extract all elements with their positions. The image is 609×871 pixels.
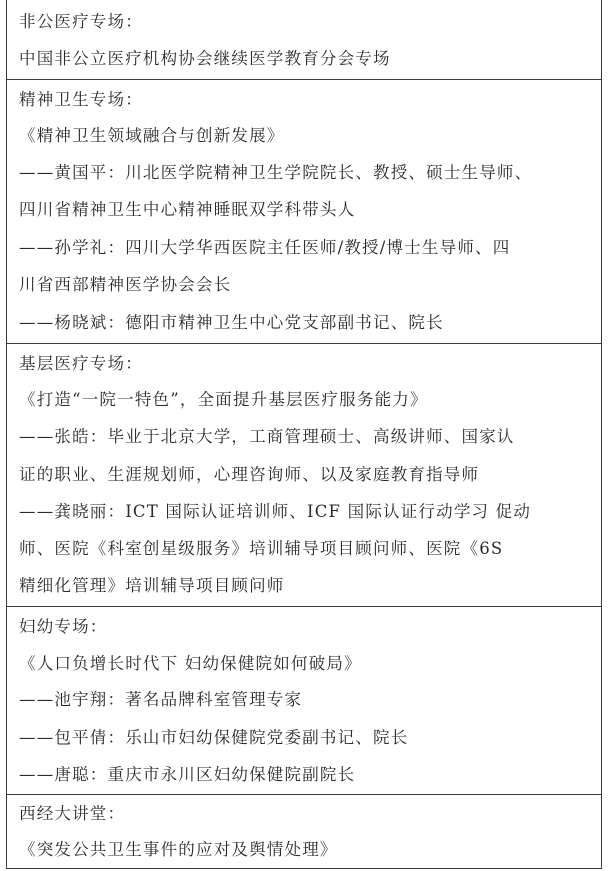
section-line: ——龚晓丽：ICT 国际认证培训师、ICF 国际认证行动学习 促动 — [19, 502, 532, 521]
section-line: ——包平倩：乐山市妇幼保健院党委副书记、院长 — [19, 728, 409, 747]
section-line: ——杨晓斌：德阳市精神卫生中心党支部副书记、院长 — [19, 313, 444, 332]
section-xijing-lecture — [7, 794, 601, 869]
section-line: ——池宇翔：著名品牌科室管理专家 — [19, 690, 303, 709]
section-primary-care — [7, 343, 601, 606]
section-line: 师、医院《科室创星级服务》培训辅导项目顾问师、医院《6S — [19, 539, 504, 558]
section-heading: 精神卫生专场： — [19, 90, 143, 109]
section-line: ——黄国平：川北医学院精神卫生学院院长、教授、硕士生导师、 — [19, 163, 533, 182]
section-line: 川省西部精神医学协会会长 — [19, 275, 232, 294]
section-line: 精细化管理》培训辅导项目顾问师 — [19, 576, 285, 595]
section-line: 证的职业、生涯规划师，心理咨询师、以及家庭教育指导师 — [19, 465, 480, 484]
section-heading: 西经大讲堂： — [19, 804, 126, 823]
section-line: 《打造“一院一特色”，全面提升基层医疗服务能力》 — [19, 390, 428, 409]
agenda-table — [6, 0, 602, 869]
section-mental-health — [7, 79, 601, 343]
section-private-healthcare — [7, 0, 601, 79]
section-heading: 基层医疗专场： — [19, 354, 143, 373]
section-line: ——孙学礼：四川大学华西医院主任医师/教授/博士生导师、四 — [19, 238, 511, 257]
section-line: ——张皓：毕业于北京大学，工商管理硕士、高级讲师、国家认 — [19, 427, 515, 446]
section-line: 中国非公立医疗机构协会继续医学教育分会专场 — [19, 49, 391, 68]
section-line: ——唐聪：重庆市永川区妇幼保健院副院长 — [19, 765, 356, 784]
section-line: 《精神卫生领域融合与创新发展》 — [19, 126, 285, 145]
section-maternal-child — [7, 606, 601, 794]
section-line: 《人口负增长时代下 妇幼保健院如何破局》 — [19, 654, 362, 673]
section-line: 四川省精神卫生中心精神睡眠双学科带头人 — [19, 200, 356, 219]
section-heading: 非公医疗专场： — [19, 12, 143, 31]
section-heading: 妇幼专场： — [19, 617, 108, 636]
section-line: 《突发公共卫生事件的应对及舆情处理》 — [19, 840, 338, 859]
